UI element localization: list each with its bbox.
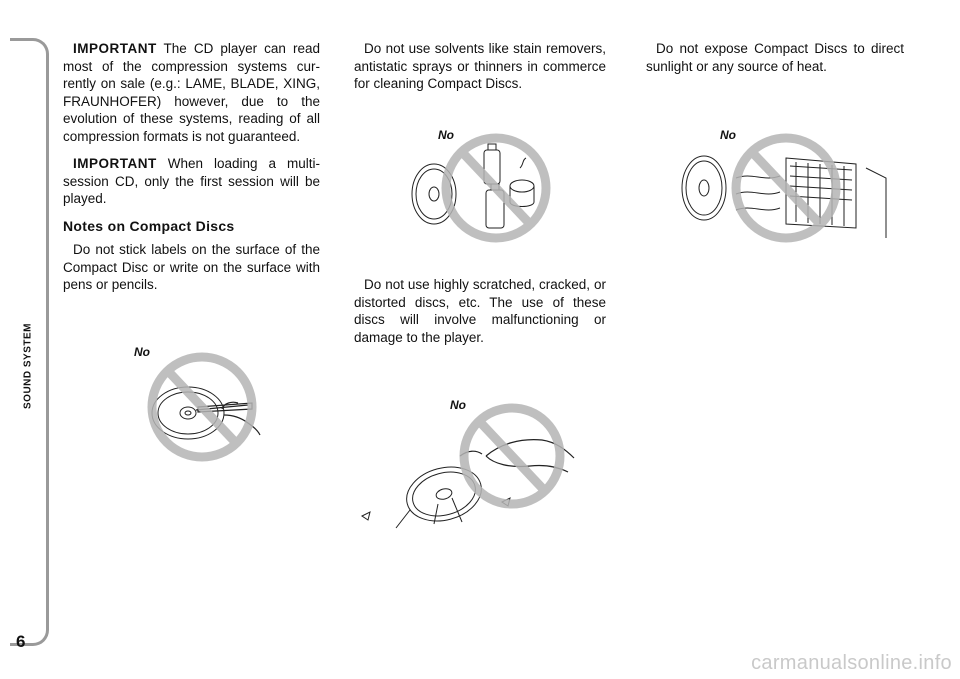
heat-paragraph: Do not expose Compact Discs to direct sunlight or any source of heat.: [646, 41, 904, 74]
notes-heading: Notes on Compact Discs: [63, 217, 235, 234]
labels-paragraph: Do not stick labels on the surface of the Compact Disc or write on the surface with pens or pencils.: [63, 242, 320, 292]
pen-disc-illustration: [128, 345, 268, 465]
prohibition-icon: [464, 408, 560, 504]
important-label: IMPORTANT: [73, 41, 157, 56]
figure-damaged-disc: [360, 398, 580, 548]
no-label: No: [438, 128, 454, 142]
prohibition-icon: [446, 138, 546, 238]
important-compression-paragraph: [63, 40, 320, 145]
no-label: No: [134, 345, 150, 359]
watermark: carmanualsonline.info: [751, 652, 952, 674]
column-1: [63, 40, 320, 304]
section-label: SOUND SYSTEM: [22, 323, 34, 410]
page-number: 6: [16, 632, 26, 651]
figure-pen-on-disc: [128, 345, 268, 465]
column-2: [354, 40, 606, 345]
damaged-discs-paragraph: Do not use highly scratched, cracked, or distorted discs, etc. The use of these discs will involve malfunctioning or damage to the player.: [354, 277, 606, 345]
compression-text: The CD player can read most of the compression systems cur-rently on sale (e.g.: LAME, BLADE, XING, FRAUNHOFER) however, due to the evolution of these systems, reading of all compression formats is not guaranteed.: [63, 41, 320, 144]
solvents-illustration: [400, 128, 560, 248]
solvents-paragraph: Do not use solvents like stain removers, antistatic sprays or thinners in commerce for cleaning Compact Discs.: [354, 41, 606, 91]
no-label: No: [720, 128, 736, 142]
figure-solvents: [400, 128, 560, 248]
no-label: No: [450, 398, 466, 412]
heat-illustration: [676, 128, 896, 248]
figure-heat: [676, 128, 896, 248]
important-multisession-paragraph: [63, 155, 320, 208]
damaged-disc-illustration: [360, 398, 580, 548]
important-label: IMPORTANT: [73, 156, 157, 171]
disc-icon: [682, 156, 726, 220]
multisession-text: When loading a multi-session CD, only the first session will be played.: [63, 156, 320, 206]
prohibition-icon: [152, 357, 252, 457]
column-3: [646, 40, 904, 85]
